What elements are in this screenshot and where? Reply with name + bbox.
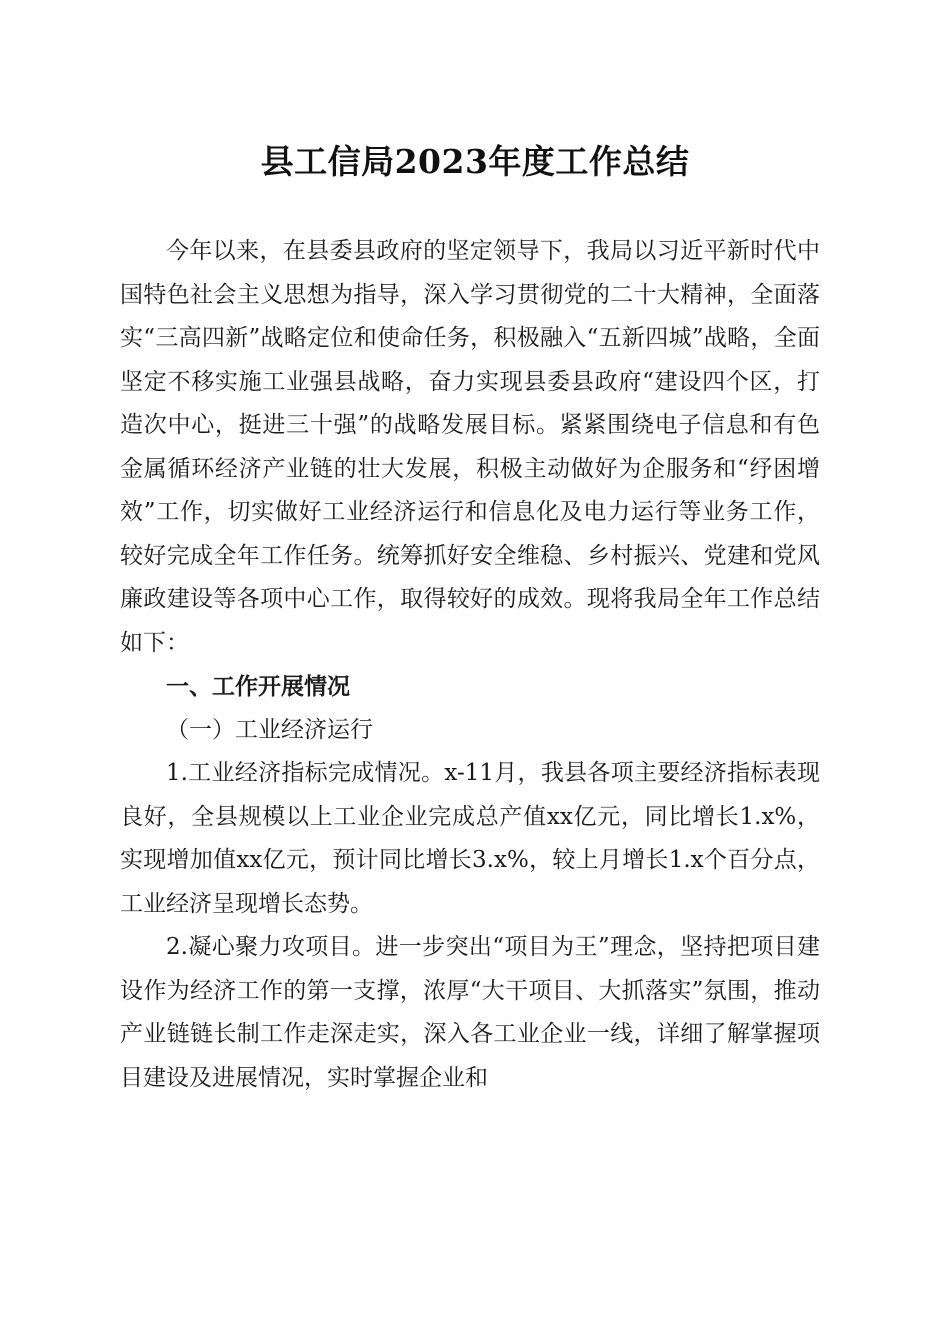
document-body [120,230,820,1100]
subsection-heading-industrial-economy: （一）工业经济运行 [166,717,373,743]
section-heading-work-progress: 一、工作开展情况 [166,674,350,700]
document-title: 县工信局2023年度工作总结 [260,142,690,181]
paragraph-item-2: 2.凝心聚力攻项目。进一步突出“项目为王”理念，坚持把项目建设作为经济工作的第一支撑，浓厚“大干项目、大抓落实”氛围，推动产业链链长制工作走深走实，深入各工业企业一线，详细了解掌握项目建设及进展情况，实时掌握企业和 [120,934,820,1091]
paragraph-item-1: 1.工业经济指标完成情况。x-11月，我县各项主要经济指标表现良好，全县规模以上工业企业完成总产值xx亿元，同比增长1.x%，实现增加值xx亿元，预计同比增长3.x%，较上月增长1.x个百分点，工业经济呈现增长态势。 [120,760,820,917]
intro-paragraph: 今年以来，在县委县政府的坚定领导下，我局以习近平新时代中国特色社会主义思想为指导，深入学习贯彻党的二十大精神，全面落实“三高四新”战略定位和使命任务，积极融入“五新四城”战略，全面坚定不移实施工业强县战略，奋力实现县委县政府“建设四个区，打造次中心，挺进三十强”的战略发展目标。紧紧围绕电子信息和有色金属循环经济产业链的壮大发展，积极主动做好为企服务和“纾困增效”工作，切实做好工业经济运行和信息化及电力运行等业务工作，较好完成全年工作任务。统筹抓好安全维稳、乡村振兴、党建和党风廉政建设等各项中心工作，取得较好的成效。现将我局全年工作总结如下： [120,238,820,656]
